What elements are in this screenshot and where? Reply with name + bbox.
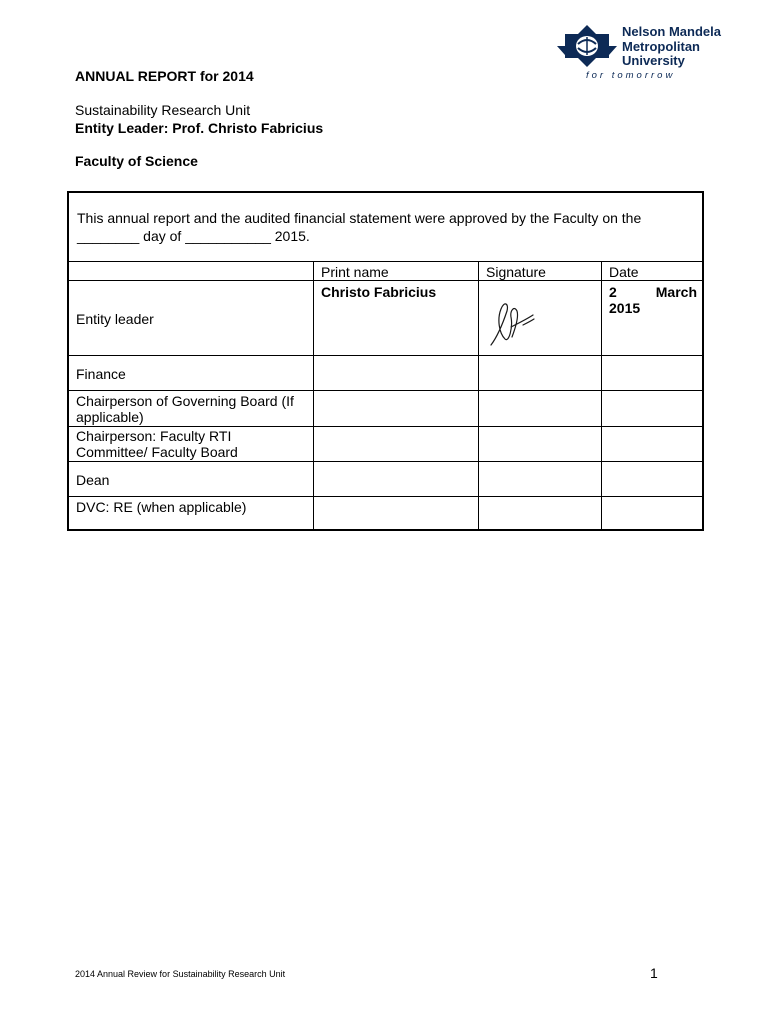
university-logo	[556, 22, 736, 86]
university-tagline: for tomorrow	[586, 70, 676, 81]
date-entity-leader: 2 March 2015	[609, 284, 697, 316]
row-label-dvc: DVC: RE (when applicable)	[76, 499, 247, 515]
table-divider	[478, 261, 479, 529]
handwritten-signature	[487, 297, 537, 349]
unit-name: Sustainability Research Unit	[75, 102, 251, 118]
table-divider	[313, 261, 314, 529]
approval-table	[67, 191, 704, 531]
table-divider	[69, 461, 702, 462]
table-divider	[69, 390, 702, 391]
column-header-signature: Signature	[486, 264, 546, 280]
page-number: 1	[650, 965, 658, 981]
university-emblem-icon	[556, 24, 618, 68]
row-label-governing-board: Chairperson of Governing Board (If applicable)	[76, 393, 294, 425]
table-divider	[69, 280, 702, 281]
row-label-dean: Dean	[76, 472, 110, 488]
table-divider	[69, 261, 702, 262]
table-divider	[601, 261, 602, 529]
print-name-entity-leader: Christo Fabricius	[321, 284, 437, 300]
row-label-faculty-rti: Chairperson: Faculty RTI Committee/ Faculty Board	[76, 428, 238, 460]
table-divider	[69, 426, 702, 427]
row-label-finance: Finance	[76, 366, 126, 382]
entity-leader: Entity Leader: Prof. Christo Fabricius	[75, 120, 324, 136]
footer-note: 2014 Annual Review for Sustainability Research Unit	[75, 969, 286, 979]
approval-statement: This annual report and the audited financial statement were approved by the Faculty on the ________ day of ___________ 2015.	[77, 210, 642, 244]
report-title: ANNUAL REPORT for 2014	[75, 68, 254, 84]
row-label-entity-leader: Entity leader	[76, 311, 154, 327]
faculty-name: Faculty of Science	[75, 153, 198, 169]
table-divider	[69, 496, 702, 497]
column-header-print-name: Print name	[321, 264, 389, 280]
column-header-date: Date	[609, 264, 639, 280]
table-divider	[69, 355, 702, 356]
university-name: Nelson Mandela Metropolitan University	[622, 24, 721, 68]
